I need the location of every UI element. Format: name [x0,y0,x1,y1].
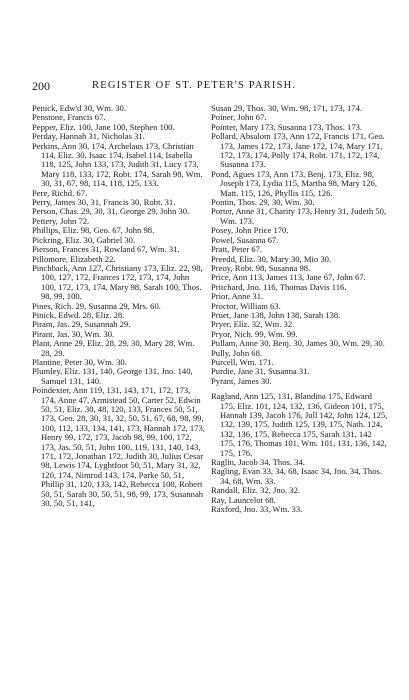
index-entry: Person, Chas. 29, 30, 31, George 29, John 30. [32,206,190,217]
index-entry: Pollard, Absalom 173, Ann 172, Francis 171, Geo. 173, James 172, 173, Jane 172, 174, Mary 171, 172, 173, 174, Polly 174, Robt. 171, 172, 174, Susanna 173. [211,131,385,170]
index-entry: Pinchback, Ann 127, Christiany 173, Eliz. 22, 98, 100, 127, 172, Frances 172, 173, 174, John 100, 172, 173, 174, Mary 98, Sarah 100, Thos. 98, 99, 100. [32,262,203,302]
left-column [32,104,206,508]
index-entry: Proctor, William 63. [211,300,281,311]
index-entry: Pyrant, James 30. [211,375,272,386]
index-entry: Ray, Launcelot 68. [211,494,276,505]
index-entry: Ragland, Ann 125, 131, Blandina 175, Edward 175, Eliz. 101, 124, 132, 136, Gideon 101, 175, Hannah 139, Jacob 176, Jull 142, John 124, 125, 132, 139, 175, Judith 125, 139, 175, Nath. 124, 132, 136, 175, Rebecca 175, Sarah 131, 142 175, 176, Thomas 101, Wm. 101, 131, 136, 142, 175, 176. [211,391,388,458]
index-entry: Phillips, Eliz. 98, Geo. 67, John 98. [32,225,155,236]
index-entry: Ragling, Evan 33, 34, 68, Isaac 34, Jno. 34, Thos. 34, 68, Wm. 33. [211,466,382,486]
index-entry: Pepper, Eliz. 100, Jane 100, Stephen 100. [32,121,175,132]
index-entry: Raglin, Jacob 34, Thos. 34. [211,457,305,468]
index-entry: Pond, Agues 173, Ann 173, Benj. 173, Eliz. 98, Joseph 173, Lydia 115, Martha 98, Mary 126, Matt. 115, 126, Phyllis 115, 126. [211,168,377,198]
index-entry: Plant, Anne 29, Eliz. 28, 29, 30, Mary 28, Wm. 28, 29. [32,338,195,358]
index-entry: Porter, Anne 31, Charity 173, Henry 31, Judeth 50, Wm. 173. [211,206,387,226]
index-entry: Pettery, John 72. [32,215,90,226]
index-entry: Poindexter, Ann 119, 131, 143, 171, 172, 173, 174, Anne 47, Armistead 50, Carter 52, Edwin 50, 51, Eliz. 30, 48, 120, 133, Frances 50, 51, 173, Geo. 28, 30, 31, 32, 50, 51, 67, 68, 98, 99, 100, 112, 133, 134, 141, 173, Hannah 172, 173, Henry 99, 172, 173, Jacob 98, 99, 100, 172, 173, Jas. 50, 51, John 100, 119, 131, 140, 143, 171, 172, Jonathan 172, Judith 30, Julius Cesar 98, Lewis 174, Lyghtfoot 50, 51, Mary 31, 32, 120, 174, Nimrod 143, 174, Parke 50, 51, Phillip 31, 120, 133, 142, Rebecca 100, Robert 50, 51, Sarah 30, 50, 51, 98, 99, 173, Susannah 30, 50, 51, 141, [32,385,205,509]
index-entry: Penick, Edw'd 30, Wm. 30. [32,103,127,113]
page-number: 200 [32,79,50,93]
index-entry: Pully, John 68. [211,347,263,358]
index-entry: Pirant, Jas. 30, Wm. 30. [32,328,115,339]
index-entry: Perday, Hannah 31, Nicholas 31. [32,131,145,142]
index-entry: Perkins, Ann 30, 174, Archelaus 173, Christian 114, Eliz. 30, Isaac 174, Isabel 114, Isabella 118, 125, John 133, 173, Judith 31, Lucy 173, Mary 118, 133, 172, Robt. 174, Sarah 98, Wm. 30, 31, 67, 98, 114, 118, 125, 133. [32,140,203,189]
index-entry: Pointer, Mary 173, Susanna 173, Thos. 173. [211,121,363,132]
index-entry: Pruet, Jane 138, John 138, Sarah 138. [211,309,341,320]
index-entry: Susan 29, Thos. 30, Wm. 98, 171, 173, 174. [211,103,363,113]
index-entry: Penstone, Francis 67. [32,112,106,123]
index-entry: Pickring, Eliz. 30, Gabriel 30. [32,234,136,245]
index-entry: Plumley, Eliz. 131, 140, George 131, Jno. 140, Samuel 131, 140. [32,366,193,386]
index-entry: Posey, John Price 170. [211,225,289,236]
index-entry: Perry, James 30, 31, Francis 30, Robt. 31. [32,197,176,208]
index-entry: Pritchard, Jno. 116, Thomas Davis 116. [211,281,347,292]
index-entry: Pinick, Edwd. 28, Eliz. 28. [32,309,125,320]
index-entry: Piram, Jas. 29, Susannah 29. [32,319,131,330]
index-entry: Pere, Richd. 67. [32,187,88,198]
index-entry: Pines, Rich. 29, Susanna 29, Mrs. 60. [32,300,161,311]
index-entry: Preoy, Robt. 98, Susanna 98. [211,262,311,273]
index-entry: Pontin, Thos. 29, 30, Wm. 30. [211,197,315,208]
index-entry: Pillomore, Elizabeth 22. [32,253,116,264]
index-entry: Powel, Susanna 67. [211,234,279,245]
index-entry: Raxford, Jno. 33, Wm. 33. [211,504,303,515]
index-entry: Randall, Eliz. 32, Jno. 32. [211,485,301,496]
index-entry: Plantine, Peter 30, Wm. 30. [32,356,127,367]
index-entry: Pratt, Peter 67. [211,244,263,255]
index-entry: Purcell, Wm. 171. [211,356,274,367]
page-header [32,79,384,95]
index-entry: Pierson, Frances 31, Rowland 67, Wm. 31. [32,244,180,255]
index-entry: Price, Ann 113, James 113, Jane 67, John 67. [211,272,366,283]
index-entry: Purdie, Jane 31, Susanna 31. [211,366,310,377]
index-entry: Preedd, Eliz. 30, Mary 30, Mio 30. [211,253,332,264]
index-entry: Prior, Anne 31. [211,291,264,302]
index-entry: Pullam, Anne 30, Benj. 30, James 30, Wm. 29, 30. [211,338,385,349]
index-entry: Pryer, Eliz. 32, Wm. 32. [211,319,295,330]
right-column [211,104,388,514]
index-entry: Poiner, John 67. [211,112,267,123]
index-entry: Pryor, Nich. 99, Wm. 99. [211,328,298,339]
running-title: REGISTER OF ST. PETER'S PARISH. [92,80,297,91]
